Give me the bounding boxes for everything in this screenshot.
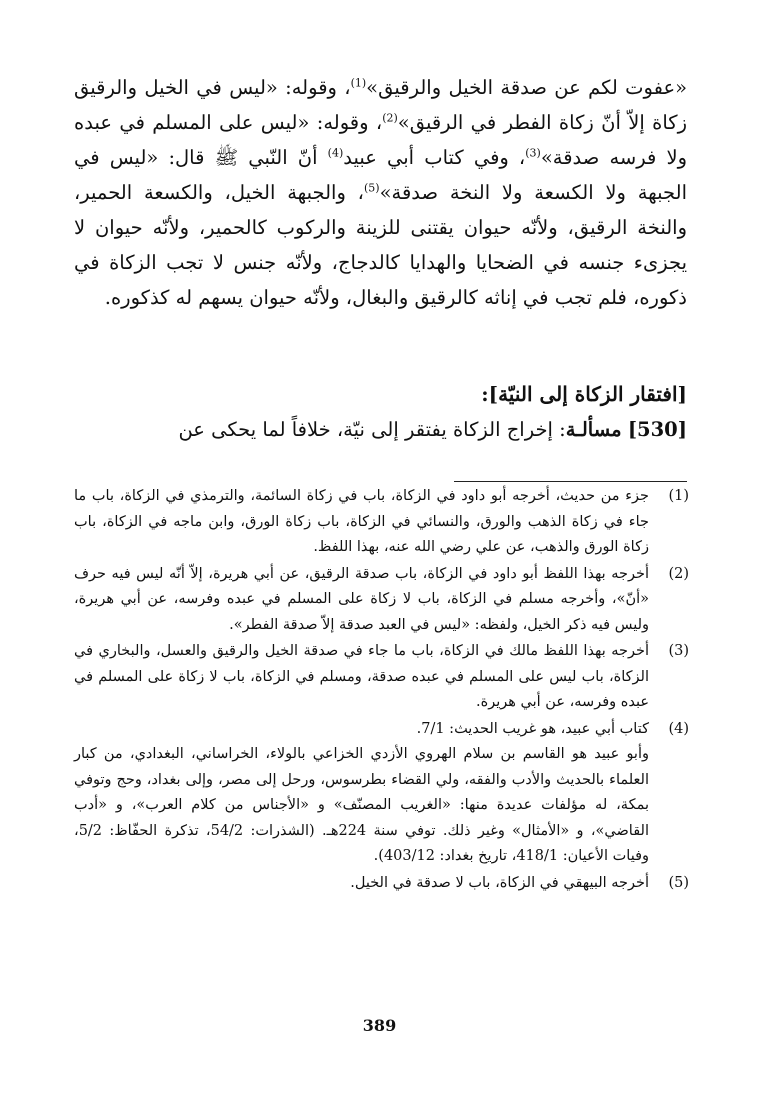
text-run: ، وفي كتاب أبي عبيد — [343, 146, 526, 169]
footnote-5 — [74, 871, 689, 897]
footnote-ref-1[interactable]: (1) — [350, 76, 367, 90]
footnote-number: (1) — [668, 488, 689, 504]
footnote-text: أخرجه بهذا اللفظ أبو داود في الزكاة، باب صدقة الرقيق، عن أبي هريرة، إلاّ أنّه ليس فيه حرف «أنّ»، وأخرجه مسلم في الزكاة، باب لا زكاة على المسلم في عبده وفرسه، عن أبي هريرة، وليس فيه ذكر الخيل، ولفظه: «ليس في العبد صدقة إلاّ صدقة الفطر». — [74, 565, 649, 633]
text-run: ، وقوله: «ليس على المسلم في عبده ولا فرسه صدقة» — [74, 111, 687, 169]
section-heading: [افتقار الزكاة إلى النيّة]: — [481, 382, 687, 406]
footnote-number: (2) — [668, 565, 689, 582]
footnote-text: أخرجه بهذا اللفظ مالك في الزكاة، باب ما جاء في صدقة الخيل والرقيق والعسل، والبخاري في الزكاة، باب ليس على المسلم في عبده صدقة، ومسلم في الزكاة، باب لا زكاة على المسلم في عبده وفرسه، عن أبي هريرة. — [74, 643, 649, 710]
footnote-ref-3[interactable]: (3) — [525, 146, 541, 160]
footnote-1 — [74, 484, 689, 561]
footnote-number: (3) — [668, 643, 689, 659]
main-text — [74, 70, 687, 315]
footnote-text: جزء من حديث، أخرجه أبو داود في الزكاة، باب في زكاة السائمة، والترمذي في الزكاة، باب ما جاء في زكاة الذهب والورق، والنسائي في الزكاة، باب زكاة الورق، وابن ماجه في الزكاة، باب زكاة الورق والذهب، عن علي رضي الله عنه، بهذا اللفظ. — [74, 488, 649, 555]
footnote-text: كتاب أبي عبيد، هو غريب الحديث: 7/1. — [416, 720, 649, 737]
text-run: أنّ النّبي ﷺ قال: «ليس في الجبهة ولا الكسعة ولا النخة صدقة» — [74, 146, 687, 204]
text-run: ، وقوله: «ليس في الخيل والرقيق زكاة إلاّ أنّ زكاة الفطر في الرقيق» — [74, 76, 687, 134]
main-paragraph — [74, 70, 687, 315]
masala-label: مسألـة — [565, 418, 622, 441]
footnotes — [74, 484, 689, 897]
footnote-2 — [74, 562, 689, 639]
text-run: «عفوت لكم عن صدقة الخيل والرقيق» — [366, 76, 688, 99]
footnote-text: وأبو عبيد هو القاسم بن سلام الهروي الأزدي الخزاعي بالولاء، الخراساني، البغدادي، من كبار العلماء بالحديث والأدب والفقه، ولي القضاء بطرسوس، ورحل إلى مصر، وإلى بغداد، وحج وتوفي بمكة، له مؤلفات عديدة منها: «الغريب المصنّف» و «الأجناس من كلام العرب»، و «أدب القاضي»، و «الأمثال» وغير ذلك. توفي سنة 224هـ. (الشذرات: 54/2، تذكرة الحفّاظ: 5/2، وفيات الأعيان: 418/1، تاريخ بغداد: 403/12). — [74, 746, 649, 864]
text-run: ، والجبهة الخيل، والكسعة الحمير، والنخة الرقيق، ولأنّه حيوان يقتنى للزينة والركوب كالحمير، ولأنّه حيوان لا يجزىء جنسه في الضحايا والهدايا كالدجاج، ولأنّه جنس لا تجب الزكاة في ذكوره، فلم تجب في إناثه كالرقيق والبغال، ولأنّه حيوان يسهم له كذكوره. — [74, 181, 687, 309]
masala-text: : إخراج الزكاة يفتقر إلى نيّة، خلافاً لما يحكى عن — [178, 418, 566, 441]
footnote-3 — [74, 639, 689, 716]
footnote-number: (5) — [668, 874, 689, 891]
footnote-divider — [454, 481, 687, 482]
masala-number: [530] — [627, 418, 687, 441]
page-number: 389 — [362, 1016, 397, 1035]
footnote-number: (4) — [668, 720, 689, 737]
footnote-ref-2[interactable]: (2) — [382, 111, 398, 125]
footnote-ref-4[interactable]: (4) — [327, 146, 344, 160]
masala-line — [74, 412, 687, 448]
footnote-text: أخرجه البيهقي في الزكاة، باب لا صدقة في الخيل. — [350, 874, 649, 891]
footnote-ref-5[interactable]: (5) — [363, 181, 380, 195]
footnote-4 — [74, 717, 689, 870]
